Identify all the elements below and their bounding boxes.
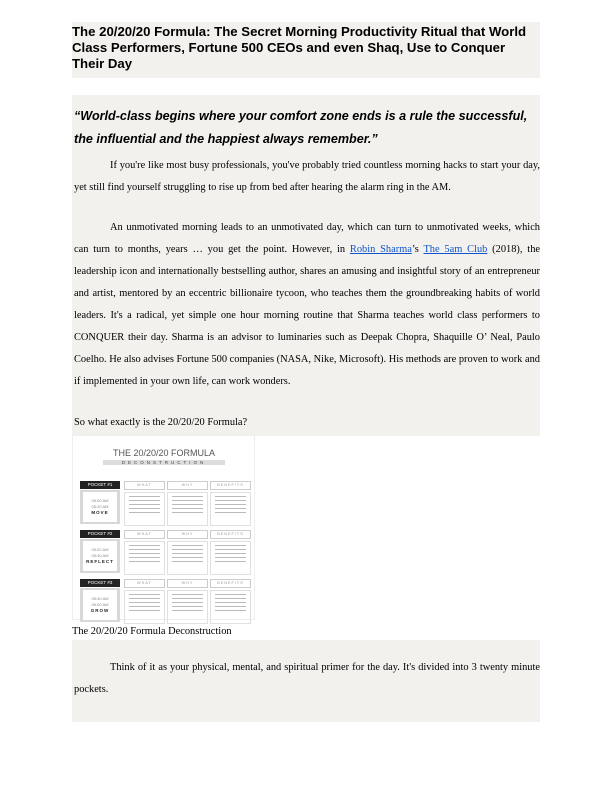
article-title: The 20/20/20 Formula: The Secret Morning Productivity Ritual that World Class Performers, Fortune 500 CEOs and even Shaq, Use to Conquer Their Day [72,22,540,78]
column-body [210,492,251,526]
column-body [210,541,251,575]
column-header: WHY [167,579,208,588]
infographic-heading: THE 20/20/20 FORMULA [112,448,216,458]
pocket-time-box [80,490,120,524]
column-body [167,590,208,624]
intro-section [72,95,540,436]
paragraph-2-text-a: An unmotivated morning leads to an unmotivated day, which can turn to unmotivated weeks, which can turn to months, years … you get the point. However, in [74,222,540,255]
paragraph-2 [74,217,540,393]
column-header: WHY [167,530,208,539]
column-header: WHAT [124,530,165,539]
column-header: BENEFITS [210,530,251,539]
column-header: BENEFITS [210,481,251,490]
pocket-column [210,481,251,526]
pocket-end: 05:40 AM [91,553,109,558]
paragraph-4 [74,657,540,701]
pocket-column [167,530,208,575]
pocket-name: REFLECT [86,559,114,564]
pocket-column [124,579,165,624]
paragraph-2-text-c: (2018), the leadership icon and internationally bestselling author, shares an amusing and insightful story of an entrepreneur and artist, mentored by an eccentric billionaire tycoon, who teaches them the groundbreaking habits of world leaders. It's a radical, yet simple one hour morning routine that Sharma teaches world class performers to CONQUER their day. Sharma is an advisor to luminaries such as Deepak Chopra, Shaquille O’ Neal, Paulo Coelho. He also advises Fortune 500 companies (NASA, Nike, Microsoft). His methods are proven to work and if implemented in your own life, can work wonders. [74,244,540,387]
column-body [124,590,165,624]
column-header: WHAT [124,481,165,490]
column-body [124,492,165,526]
pocket-label: POCKET #3 [80,579,120,587]
figure-caption: The 20/20/20 Formula Deconstruction [72,626,232,637]
formula-infographic [72,435,255,620]
pocket-column [210,579,251,624]
pocket-time-inner [83,541,117,571]
pockets-section [72,640,540,722]
robin-sharma-link[interactable]: Robin Sharma [349,244,412,255]
column-body [210,590,251,624]
paragraph-3: So what exactly is the 20/20/20 Formula? [74,417,248,428]
pocket-start: 05:20 AM [91,547,109,552]
pocket-name: MOVE [91,510,109,515]
pocket-time-inner [83,492,117,522]
pocket-label: POCKET #1 [80,481,120,489]
column-body [167,492,208,526]
column-body [124,541,165,575]
pocket-time-box [80,588,120,622]
pocket-row [80,579,250,623]
pocket-time-inner [83,590,117,620]
infographic-subheading: DECONSTRUCTION [103,460,225,465]
paragraph-1 [74,155,540,199]
column-header: BENEFITS [210,579,251,588]
pocket-label: POCKET #2 [80,530,120,538]
column-header: WHAT [124,579,165,588]
pocket-column [210,530,251,575]
pocket-start: 05:00 AM [91,498,109,503]
pocket-end: 06:00 AM [91,602,109,607]
pocket-time-box [80,539,120,573]
paragraph-1-text: If you're like most busy professionals, you've probably tried countless morning hacks to start your day, yet still find yourself struggling to rise up from bed after hearing the alarm ring in the AM. [74,160,540,193]
pocket-row [80,481,250,525]
5am-club-link[interactable]: The 5am Club [423,244,488,255]
pocket-column [167,579,208,624]
pocket-start: 05:40 AM [91,596,109,601]
pocket-row [80,530,250,574]
pocket-column [124,530,165,575]
column-header: WHY [167,481,208,490]
pocket-column [124,481,165,526]
pocket-column [167,481,208,526]
column-body [167,541,208,575]
pull-quote: “World-class begins where your comfort zone ends is a rule the successful, the influential and the happiest always remember.” [74,109,528,146]
paragraph-4-text: Think of it as your physical, mental, and spiritual primer for the day. It's divided into 3 twenty minute pockets. [74,662,540,695]
pocket-end: 05:20 AM [91,504,109,509]
pocket-name: GROW [90,608,110,613]
paragraph-2-text-b: ’s [411,244,424,255]
